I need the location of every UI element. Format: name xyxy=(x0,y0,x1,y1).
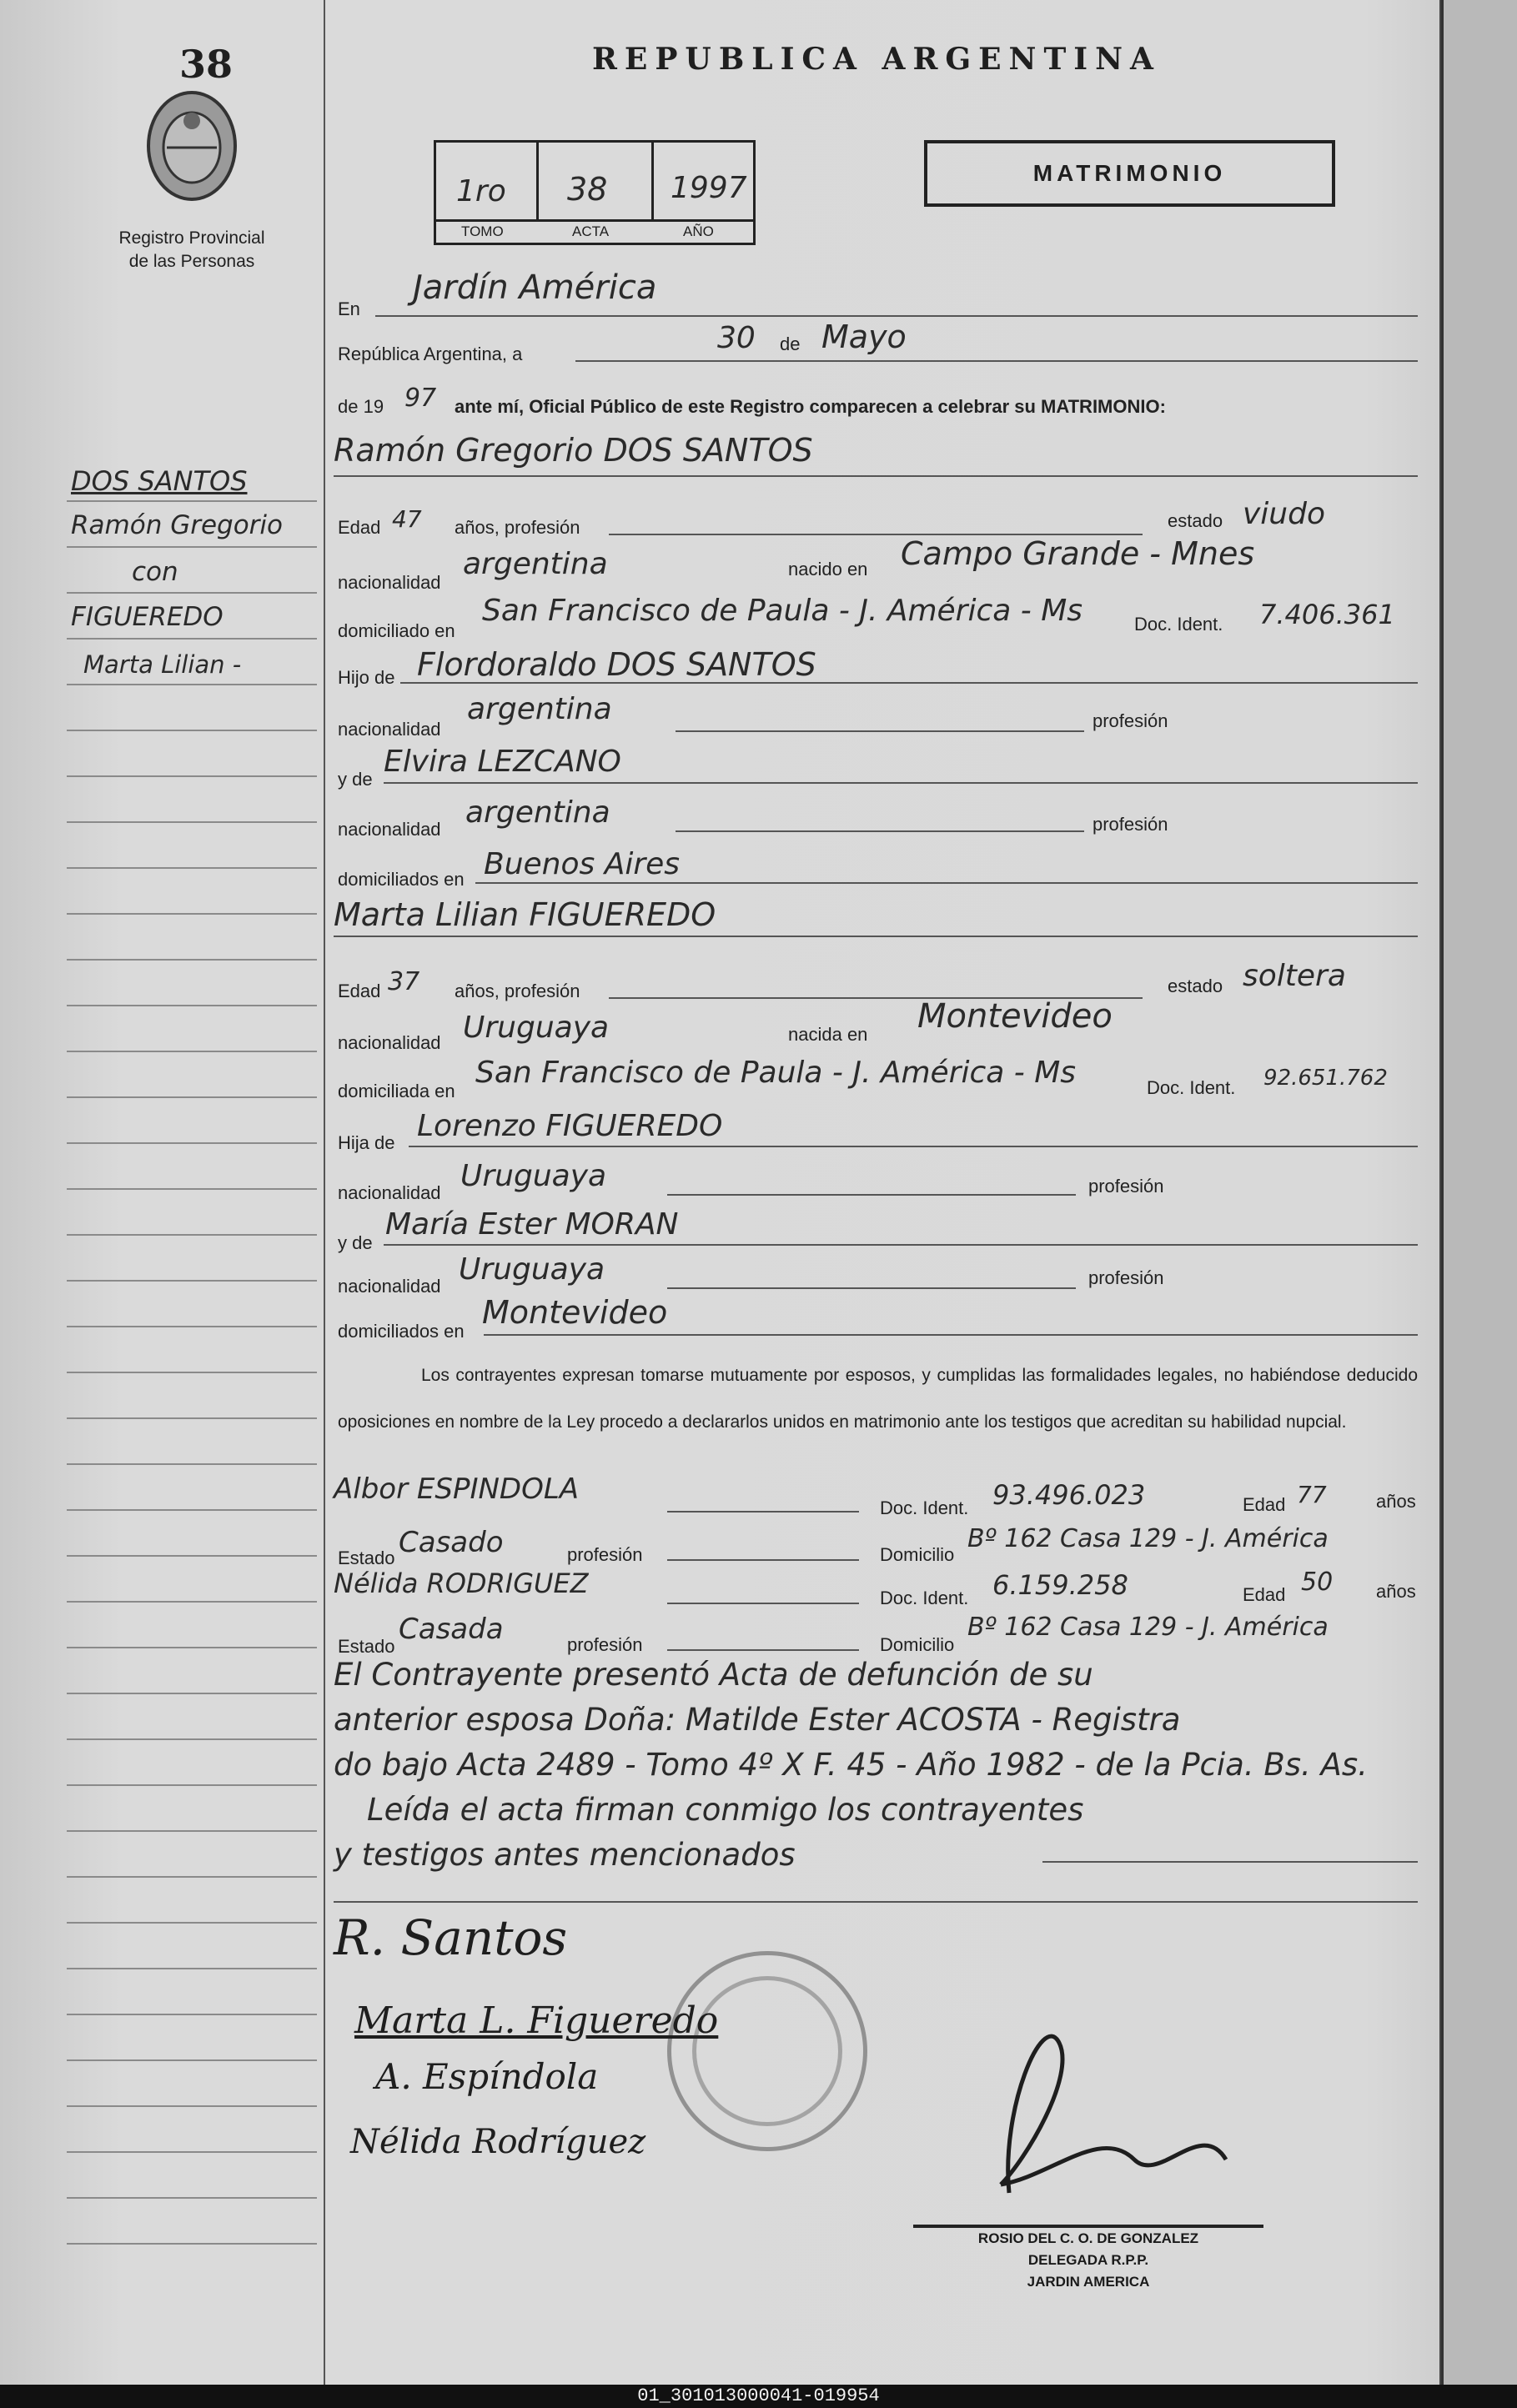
reference-labels xyxy=(436,219,753,243)
notes xyxy=(334,1653,1368,1878)
bride-mother-nac-label: nacionalidad xyxy=(338,1276,441,1297)
groom-doc: 7.406.361 xyxy=(1259,599,1395,630)
groom-mother-nac-label: nacionalidad xyxy=(338,819,441,840)
margin-bride-surname: FIGUEREDO xyxy=(71,602,224,632)
day: 30 xyxy=(717,321,756,355)
groom-parents-address: Buenos Aires xyxy=(484,847,681,881)
groom-father: Flordoraldo DOS SANTOS xyxy=(417,646,816,683)
rule xyxy=(400,682,1418,684)
witness2-estado: Casada xyxy=(399,1613,504,1646)
tomo-cell xyxy=(436,143,539,219)
witness1-doc-label: Doc. Ident. xyxy=(880,1497,969,1518)
note-line: y testigos antes mencionados xyxy=(334,1837,796,1873)
rule xyxy=(667,1649,859,1651)
groom-father-prof-label: profesión xyxy=(1093,710,1168,731)
bride-birthplace: Montevideo xyxy=(917,997,1113,1036)
republica-label: República Argentina, a xyxy=(338,344,523,364)
witness1-doc: 93.496.023 xyxy=(992,1479,1146,1511)
bride-father-nationality: Uruguaya xyxy=(460,1159,607,1193)
groom-estado-label: estado xyxy=(1168,510,1223,531)
witness1-address: Bº 162 Casa 129 - J. América xyxy=(967,1524,1329,1553)
month: Mayo xyxy=(821,319,907,355)
bride-parents-dom-label: domiciliados en xyxy=(338,1321,465,1342)
groom-mother: Elvira LEZCANO xyxy=(384,745,621,779)
year-suffix: 97 xyxy=(404,384,437,413)
witness1-estado: Casado xyxy=(399,1526,504,1559)
witness2-dom-label: Domicilio xyxy=(880,1634,955,1655)
groom-mother-prof-label: profesión xyxy=(1093,814,1168,835)
signature-bride: Marta L. Figueredo xyxy=(354,1999,719,2042)
stamp-line: ROSIO DEL C. O. DE GONZALEZ xyxy=(913,2225,1263,2250)
rule xyxy=(384,1244,1418,1246)
witness2-doc-label: Doc. Ident. xyxy=(880,1588,969,1608)
groom-nacido-label: nacido en xyxy=(788,559,868,579)
stamp-line: JARDIN AMERICA xyxy=(1027,2274,1150,2290)
groom-hijo-label: Hijo de xyxy=(338,667,395,688)
witness2-anos-label: años xyxy=(1376,1581,1416,1602)
page-edge xyxy=(1439,0,1517,2385)
year-prefix: de 19 xyxy=(338,396,384,417)
bride-estado: soltera xyxy=(1243,959,1346,993)
bride-mother-nationality: Uruguaya xyxy=(459,1252,605,1287)
witness2-estado-label: Estado xyxy=(338,1636,395,1657)
ano-label: AÑO xyxy=(683,223,714,239)
rule xyxy=(676,830,1084,832)
file-id-footer: 01_301013000041-019954 xyxy=(0,2385,1517,2408)
witness2-age: 50 xyxy=(1301,1568,1334,1597)
coat-of-arms-icon xyxy=(142,88,242,204)
bride-age: 37 xyxy=(388,967,420,996)
rule xyxy=(484,1334,1418,1336)
page-number: 38 xyxy=(179,42,234,87)
rule xyxy=(667,1287,1076,1289)
groom-name: Ramón Gregorio DOS SANTOS xyxy=(334,432,813,469)
bride-name: Marta Lilian FIGUEREDO xyxy=(334,896,716,933)
acta-label: ACTA xyxy=(572,223,610,239)
margin-rule xyxy=(324,0,325,2385)
bride-nacida-label: nacida en xyxy=(788,1024,868,1045)
groom-birthplace: Campo Grande - Mnes xyxy=(901,535,1255,572)
rule xyxy=(409,1146,1418,1147)
groom-dom-label: domiciliado en xyxy=(338,620,455,641)
note-line: anterior esposa Doña: Matilde Ester ACOSTA - Registra xyxy=(334,1702,1181,1738)
preamble: ante mí, Oficial Público de este Registro comparecen a celebrar su MATRIMONIO: xyxy=(455,396,1166,417)
bride-edad-label: Edad xyxy=(338,981,381,1001)
rule xyxy=(384,782,1418,784)
stamp-line: DELEGADA R.P.P. xyxy=(1027,2252,1149,2268)
groom-nationality: argentina xyxy=(463,547,608,581)
rule xyxy=(334,1901,1418,1903)
doc-type: MATRIMONIO xyxy=(1032,160,1227,186)
rule xyxy=(1042,1861,1418,1863)
margin-bride-given: Marta Lilian - xyxy=(83,650,242,679)
groom-father-nac-label: nacionalidad xyxy=(338,719,441,740)
bride-father: Lorenzo FIGUEREDO xyxy=(417,1109,723,1143)
groom-address: San Francisco de Paula - J. América - Ms xyxy=(482,594,1083,628)
officer-signature-icon xyxy=(951,1993,1268,2210)
right-rule xyxy=(1441,0,1444,2385)
groom-yde-label: y de xyxy=(338,769,373,790)
bride-father-prof-label: profesión xyxy=(1088,1176,1164,1196)
bride-dom-label: domiciliada en xyxy=(338,1081,455,1101)
tomo-value: 1ro xyxy=(456,174,506,208)
witness2-doc: 6.159.258 xyxy=(992,1569,1128,1601)
acta-value: 38 xyxy=(567,171,608,208)
place: Jardín América xyxy=(413,268,657,307)
groom-mother-nationality: argentina xyxy=(465,795,610,830)
signature-witness1: A. Espíndola xyxy=(375,2056,599,2097)
bride-nationality: Uruguaya xyxy=(463,1011,610,1045)
groom-age: 47 xyxy=(392,505,422,533)
officer-stamp xyxy=(913,2225,1263,2293)
groom-parents-dom-label: domiciliados en xyxy=(338,869,465,890)
de-label: de xyxy=(780,334,801,354)
rule xyxy=(334,936,1418,937)
rule xyxy=(667,1511,859,1513)
note-line: Leída el acta firman conmigo los contrayentes xyxy=(367,1792,1084,1828)
bride-doc: 92.651.762 xyxy=(1263,1066,1388,1091)
bride-doc-label: Doc. Ident. xyxy=(1147,1077,1236,1098)
witness2-address: Bº 162 Casa 129 - J. América xyxy=(967,1613,1329,1642)
rule xyxy=(334,475,1418,477)
tomo-label: TOMO xyxy=(461,223,504,239)
witness1-name: Albor ESPINDOLA xyxy=(334,1472,580,1506)
witness1-dom-label: Domicilio xyxy=(880,1544,955,1565)
registry-name: Registro Provincial de las Personas xyxy=(118,228,265,271)
bride-father-nac-label: nacionalidad xyxy=(338,1182,441,1203)
bride-mother: María Ester MORAN xyxy=(385,1207,679,1242)
rule xyxy=(475,882,1418,884)
witness1-edad-label: Edad xyxy=(1243,1494,1286,1515)
witness2-name: Nélida RODRIGUEZ xyxy=(334,1568,589,1599)
groom-doc-label: Doc. Ident. xyxy=(1134,614,1223,635)
rule xyxy=(676,730,1084,732)
bride-mother-prof-label: profesión xyxy=(1088,1267,1164,1288)
witness1-prof-label: profesión xyxy=(567,1544,643,1565)
reference-box xyxy=(434,140,756,245)
signature-groom: R. Santos xyxy=(334,1909,568,1966)
margin-given: Ramón Gregorio xyxy=(71,510,284,540)
country-title: REPUBLICA ARGENTINA xyxy=(592,42,1161,77)
rule xyxy=(667,1559,859,1561)
witness2-prof-label: profesión xyxy=(567,1634,643,1655)
margin-con: con xyxy=(132,557,178,587)
ano-cell xyxy=(654,143,753,219)
acta-cell xyxy=(539,143,654,219)
groom-edad-label: Edad xyxy=(338,517,381,538)
formal-text: Los contrayentes expresan tomarse mutuamente por esposos, y cumplidas las formalidades legales, no habiéndose deducido oposiciones en nombre de la Ley procedo a declararlos unidos en matrimonio ante los testigos que acreditan su habilidad nupcial. xyxy=(338,1366,1418,1432)
note-line: do bajo Acta 2489 - Tomo 4º X F. 45 - Año 1982 - de la Pcia. Bs. As. xyxy=(334,1747,1368,1783)
witness2-edad-label: Edad xyxy=(1243,1584,1286,1605)
bride-yde-label: y de xyxy=(338,1232,373,1253)
rule xyxy=(667,1194,1076,1196)
en-label: En xyxy=(338,298,360,319)
groom-estado: viudo xyxy=(1243,497,1325,531)
margin-surname: DOS SANTOS xyxy=(71,465,248,497)
witness1-age: 77 xyxy=(1297,1481,1327,1508)
official-seal-inner-icon xyxy=(692,1976,842,2126)
rule xyxy=(575,360,1418,362)
groom-nac-label: nacionalidad xyxy=(338,572,441,593)
bride-hija-label: Hija de xyxy=(338,1132,395,1153)
groom-father-nationality: argentina xyxy=(467,692,612,726)
rule xyxy=(375,315,1418,317)
bride-nac-label: nacionalidad xyxy=(338,1032,441,1053)
groom-profesion-label: años, profesión xyxy=(455,517,580,538)
ano-value: 1997 xyxy=(671,171,747,205)
bride-profesion-label: años, profesión xyxy=(455,981,580,1001)
bride-parents-address: Montevideo xyxy=(482,1294,668,1331)
bride-estado-label: estado xyxy=(1168,976,1223,996)
signature-witness2: Nélida Rodríguez xyxy=(350,2123,646,2161)
bride-address: San Francisco de Paula - J. América - Ms xyxy=(475,1056,1077,1090)
witness1-anos-label: años xyxy=(1376,1491,1416,1512)
doc-type-box xyxy=(924,140,1335,207)
note-line: El Contrayente presentó Acta de defunción de su xyxy=(334,1657,1093,1693)
witness1-estado-label: Estado xyxy=(338,1548,395,1568)
rule xyxy=(667,1603,859,1604)
margin-lines xyxy=(67,467,317,2276)
